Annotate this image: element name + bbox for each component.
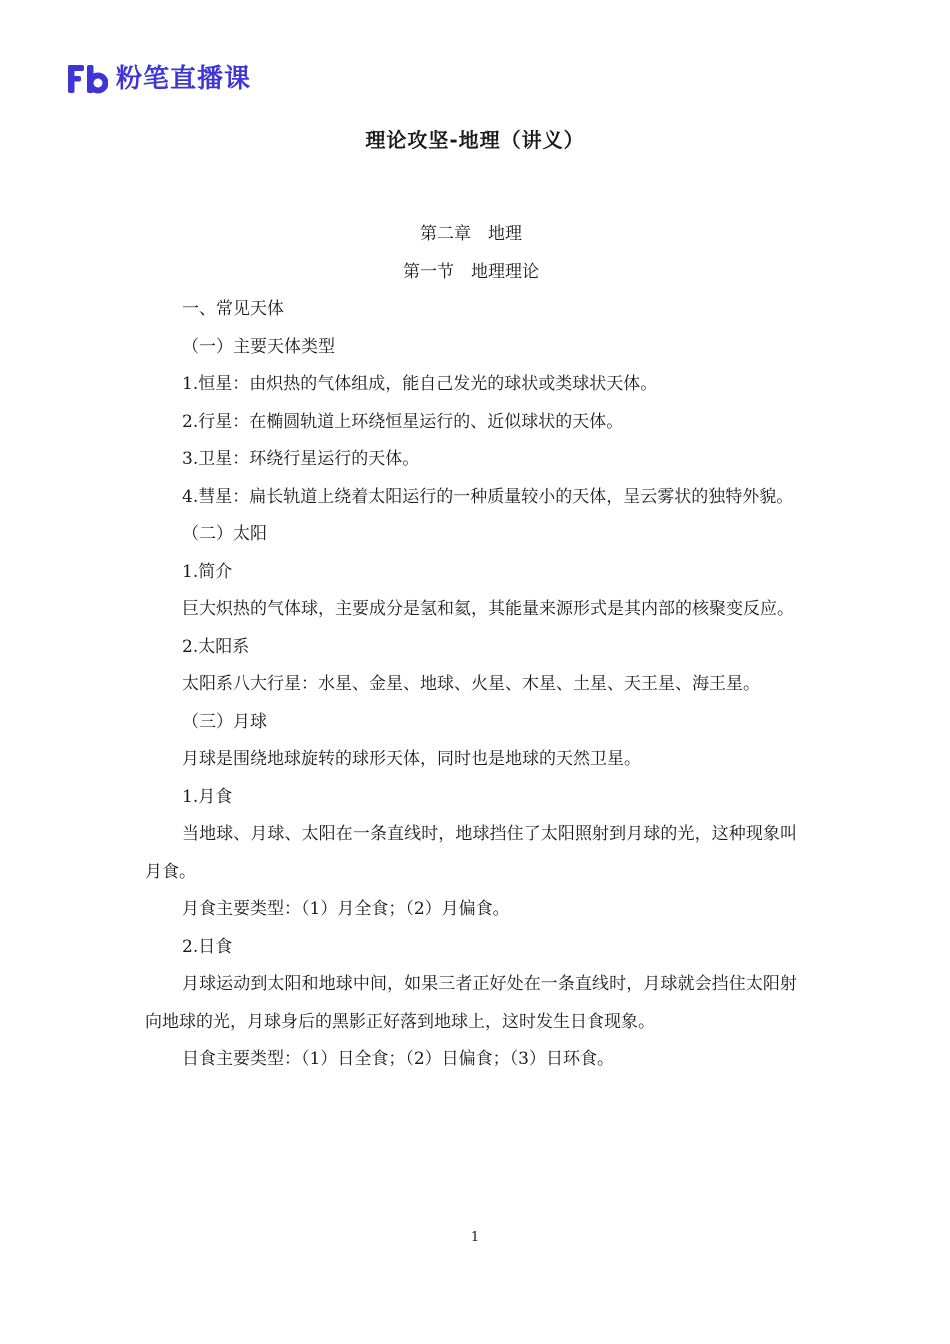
paragraph-star: 1.恒星：由炽热的气体组成，能自己发光的球状或类球状天体。	[182, 374, 658, 394]
brand-name: 粉笔直播课	[116, 64, 252, 94]
heading-solar-eclipse: 2.日食	[182, 936, 233, 957]
page-number: 1	[470, 1230, 480, 1245]
subheading-moon: （三）月球	[182, 711, 267, 732]
paragraph-moon-description: 月球是围绕地球旋转的球形天体，同时也是地球的天然卫星。	[182, 749, 641, 769]
heading-lunar-eclipse: 1.月食	[182, 786, 233, 807]
fb-logo-icon	[68, 64, 108, 94]
paragraph-lunar-eclipse-types: 月食主要类型：（1）月全食；（2）月偏食。	[182, 899, 510, 919]
subheading-sun: （二）太阳	[182, 524, 267, 544]
paragraph-solar-eclipse: 月球运动到太阳和地球中间，如果三者正好处在一条直线时，月球就会挡住太阳射向地球的光，月球身后的黑影正好落到地球上，这时发生日食现象。	[145, 974, 797, 1032]
paragraph-comet: 4.彗星：扁长轨道上绕着太阳运行的一种质量较小的天体，呈云雾状的独特外貌。	[182, 486, 794, 507]
chapter-heading: 第二章 地理	[420, 224, 522, 244]
paragraph-planet: 2.行星：在椭圆轨道上环绕恒星运行的、近似球状的天体。	[182, 411, 624, 432]
document-body	[145, 216, 797, 1079]
paragraph-solar-eclipse-types: 日食主要类型：（1）日全食；（2）日偏食；（3）日环食。	[182, 1049, 614, 1069]
paragraph-sun-description: 巨大炽热的气体球，主要成分是氢和氦，其能量来源形式是其内部的核聚变反应。	[182, 599, 794, 619]
heading-common-celestial-bodies: 一、常见天体	[182, 299, 284, 319]
heading-introduction: 1.简介	[182, 561, 233, 582]
document-title: 理论攻坚-地理（讲义）	[365, 128, 585, 152]
paragraph-satellite: 3.卫星：环绕行星运行的天体。	[182, 449, 420, 469]
section-heading: 第一节 地理理论	[403, 261, 539, 282]
paragraph-eight-planets: 太阳系八大行星：水星、金星、地球、火星、木星、土星、天王星、海王星。	[182, 674, 760, 694]
brand-logo	[68, 62, 251, 96]
paragraph-lunar-eclipse: 当地球、月球、太阳在一条直线时，地球挡住了太阳照射到月球的光，这种现象叫月食。	[145, 824, 797, 882]
subheading-main-types: （一）主要天体类型	[182, 336, 335, 357]
heading-solar-system: 2.太阳系	[182, 636, 250, 657]
